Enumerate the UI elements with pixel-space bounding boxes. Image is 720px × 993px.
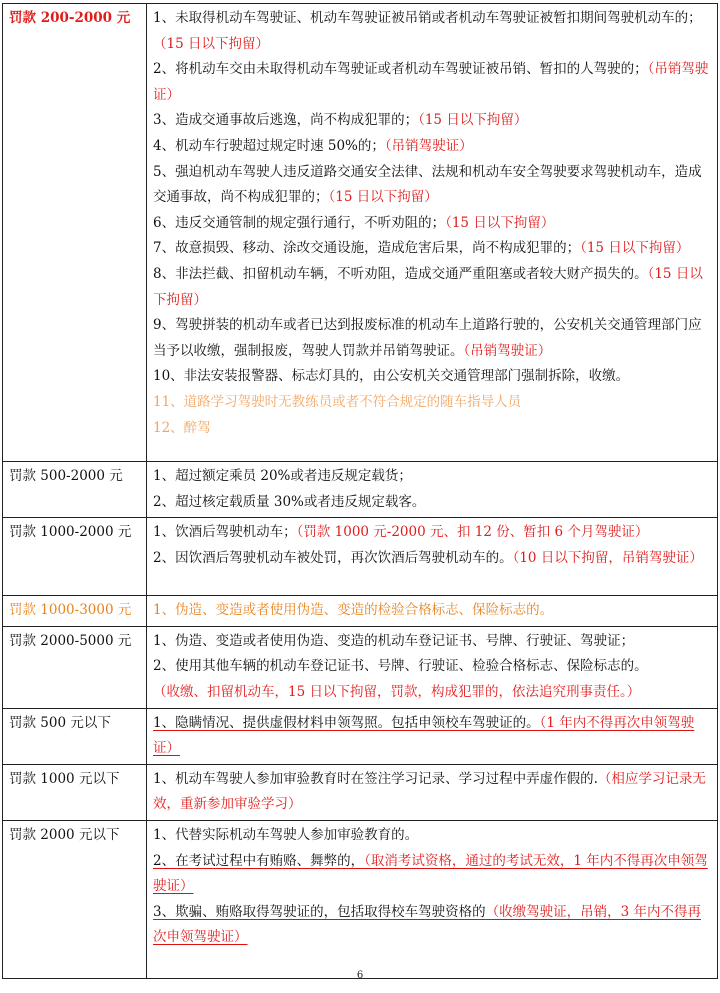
list-item: 12、醉驾 [153, 419, 211, 436]
list-item: 3、欺骗、贿赂取得驾驶证的，包括取得校车驾驶资格的（收缴驾驶证，吊销，3 年内不得再次申领驾驶证） [153, 903, 701, 946]
list-item: 1、未取得机动车驾驶证、机动车驾驶证被吊销或者机动车驾驶证被暂扣期间驾驶机动车的；（15 日以下拘留） [153, 10, 702, 52]
table-row [3, 708, 718, 764]
violation-list [147, 4, 718, 462]
page-number: 6 [356, 970, 364, 981]
list-item: 9、驾驶拼装的机动车或者已达到报废标准的机动车上道路行驶的，公安机关交通管理部门应当予以收缴，强制报废，驾驶人罚款并吊销驾驶证。（吊销驾驶证） [153, 317, 702, 359]
violation-list [147, 708, 718, 764]
list-item: 1、机动车驾驶人参加审验教育时在签注学习记录、学习过程中弄虚作假的.（相应学习记录无效，重新参加审验学习） [153, 770, 706, 813]
list-item: 7、故意损毁、移动、涂改交通设施，造成危害后果，尚不构成犯罪的；（15 日以下拘留） [153, 240, 690, 257]
table-row [3, 4, 718, 462]
penalty-note: （收缴、扣留机动车，15 日以下拘留，罚款，构成犯罪的，依法追究刑事责任。） [153, 683, 641, 700]
fine-range-label: 罚款 2000 元以下 [3, 820, 147, 978]
list-item: 1、伪造、变造或者使用伪造、变造的机动车登记证书、号牌、行驶证、驾驶证； [153, 632, 635, 649]
list-item: 2、将机动车交由未取得机动车驾驶证或者机动车驾驶证被吊销、暂扣的人驾驶的；（吊销驾驶证） [153, 61, 709, 103]
list-item: 2、因饮酒后驾驶机动车被处罚，再次饮酒后驾驶机动车的。（10 日以下拘留，吊销驾驶证） [153, 549, 703, 566]
penalty-table [2, 3, 718, 979]
violation-list [147, 518, 718, 596]
list-item: 1、伪造、变造或者使用伪造、变造的检验合格标志、保险标志的。 [153, 602, 554, 619]
violation-list [147, 596, 718, 627]
violation-list [147, 764, 718, 820]
table-row [3, 596, 718, 627]
violation-list [147, 820, 718, 978]
fine-range-label: 罚款 1000-3000 元 [3, 596, 147, 627]
table-row [3, 820, 718, 978]
fine-range-label: 罚款 2000-5000 元 [3, 626, 147, 708]
list-item: 1、代替实际机动车驾驶人参加审验教育的。 [153, 826, 419, 843]
violation-list [147, 626, 718, 708]
list-item: 1、饮酒后驾驶机动车；（罚款 1000 元-2000 元、扣 12 份、暂扣 6 个月驾驶证） [153, 524, 649, 541]
fine-range-label: 罚款 500 元以下 [3, 708, 147, 764]
list-item: 2、超过核定载质量 30%或者违反规定载客。 [153, 493, 426, 510]
list-item: 8、非法拦截、扣留机动车辆，不听劝阻，造成交通严重阻塞或者较大财产损失的。（15 日以下拘留） [153, 265, 703, 308]
list-item: 5、强迫机动车驾驶人违反道路交通安全法律、法规和机动车安全驾驶要求驾驶机动车，造成交通事故，尚不构成犯罪的；（15 日以下拘留） [153, 163, 702, 206]
table-row [3, 518, 718, 596]
list-item: 1、超过额定乘员 20%或者违反规定载货； [153, 468, 412, 484]
list-item: 3、造成交通事故后逃逸，尚不构成犯罪的；（15 日以下拘留） [153, 112, 528, 129]
table-row [3, 626, 718, 708]
list-item: 11、道路学习驾驶时无教练员或者不符合规定的随车指导人员 [153, 393, 522, 410]
list-item: 1、隐瞒情况、提供虚假材料申领驾照。包括申领校车驾驶证的。（1 年内不得再次申领驾驶证） [153, 714, 695, 757]
fine-range-label: 罚款 200-2000 元 [3, 4, 147, 462]
violation-list [147, 462, 718, 518]
list-item: 10、非法安装报警器、标志灯具的，由公安机关交通管理部门强制拆除，收缴。 [153, 368, 630, 385]
fine-range-label: 罚款 500-2000 元 [3, 462, 147, 518]
list-item: 4、机动车行驶超过规定时速 50%的；（吊销驾驶证） [153, 137, 473, 154]
list-item: 6、违反交通管制的规定强行通行，不听劝阻的；（15 日以下拘留） [153, 214, 555, 231]
list-item: 2、在考试过程中有贿赂、舞弊的，（取消考试资格，通过的考试无效，1 年内不得再次申领驾驶证） [153, 852, 708, 895]
table-row [3, 462, 718, 518]
fine-range-label: 罚款 1000-2000 元 [3, 518, 147, 596]
table-row [3, 764, 718, 820]
fine-range-label: 罚款 1000 元以下 [3, 764, 147, 820]
list-item: 2、使用其他车辆的机动车登记证书、号牌、行驶证、检验合格标志、保险标志的。 [153, 658, 648, 675]
